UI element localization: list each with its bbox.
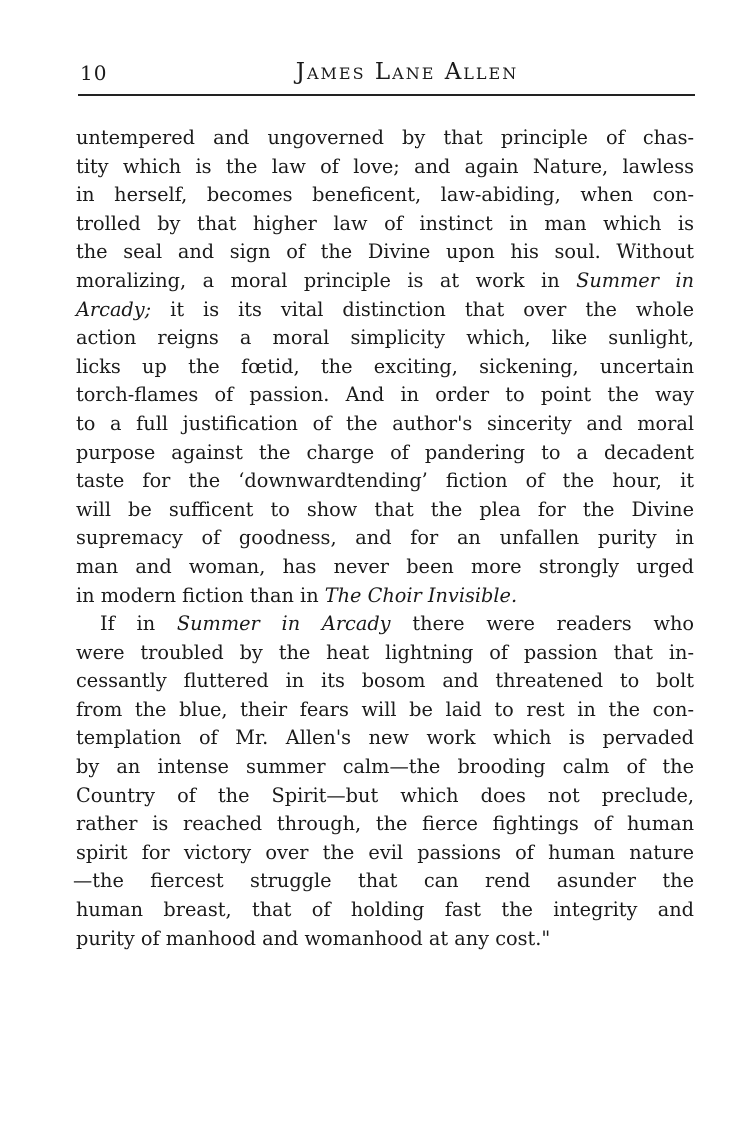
text-run: in modern fiction than in [76,583,325,607]
text-line: licks up the fœtid, the exciting, sickening, uncertain [76,354,694,378]
text-run: there were readers who [390,612,694,636]
text-run: it is its vital distinction that over the whole [151,297,694,321]
text-line: by an intense summer calm—the brooding calm of the [76,755,694,779]
text-line: purity of manhood and womanhood at any cost." [76,926,551,950]
paragraph-2 [73,610,694,953]
text-line: tity which is the law of love; and again Nature, lawless [76,154,694,178]
text-line: Country of the Spirit—but which does not preclude, [76,783,694,807]
text-line: human breast, that of holding fast the integrity and [76,898,694,922]
text-line [76,582,694,611]
text-line: trolled by that higher law of instinct in man which is [76,211,694,235]
text-line: taste for the ‘downwardtending’ fiction of the hour, it [76,469,694,493]
italic-title: The Choir Invisible. [324,583,518,607]
text-line: supremacy of goodness, and for an unfallen purity in [76,526,694,550]
page-header [80,56,694,96]
text-line: the seal and sign of the Divine upon his soul. Without [76,240,694,264]
text-line: torch-flames of passion. And in order to point the way [76,383,694,407]
italic-title: Arcady; [76,297,152,321]
text-line [76,610,694,639]
text-line [76,267,694,296]
text-line: purpose against the charge of pandering to a decadent [76,440,694,464]
italic-title: Summer in [576,268,694,292]
text-line: templation of Mr. Allen's new work which is pervaded [76,726,694,750]
text-line: action reigns a moral simplicity which, like sunlight, [76,326,694,350]
text-line: untempered and ungoverned by that principle of chas- [76,126,694,149]
text-line: in herself, becomes beneficent, law-abiding, when con- [76,183,694,207]
italic-title: Summer in Arcady [176,612,391,636]
body-text [73,124,694,953]
text-line: to a full justification of the author's sincerity and moral [76,411,694,435]
text-line [76,296,694,325]
text-run: If in [100,612,177,636]
text-run: moralizing, a moral principle is at work in [76,268,577,292]
page-number: 10 [80,61,108,85]
header-rule [78,94,695,96]
running-title: James Lane Allen [295,59,519,85]
text-line: spirit for victory over the evil passions of human nature [76,840,694,864]
text-line: will be sufficent to show that the plea for the Divine [76,497,694,521]
text-line: were troubled by the heat lightning of passion that in- [76,640,694,664]
text-line: rather is reached through, the fierce fightings of human [76,812,694,836]
text-line: cessantly fluttered in its bosom and threatened to bolt [76,669,694,693]
paragraph-1 [76,124,694,610]
text-line: man and woman, has never been more strongly urged [76,554,694,578]
text-line: —the fiercest struggle that can rend asunder the [73,869,694,893]
text-line: from the blue, their fears will be laid to rest in the con- [76,697,694,721]
